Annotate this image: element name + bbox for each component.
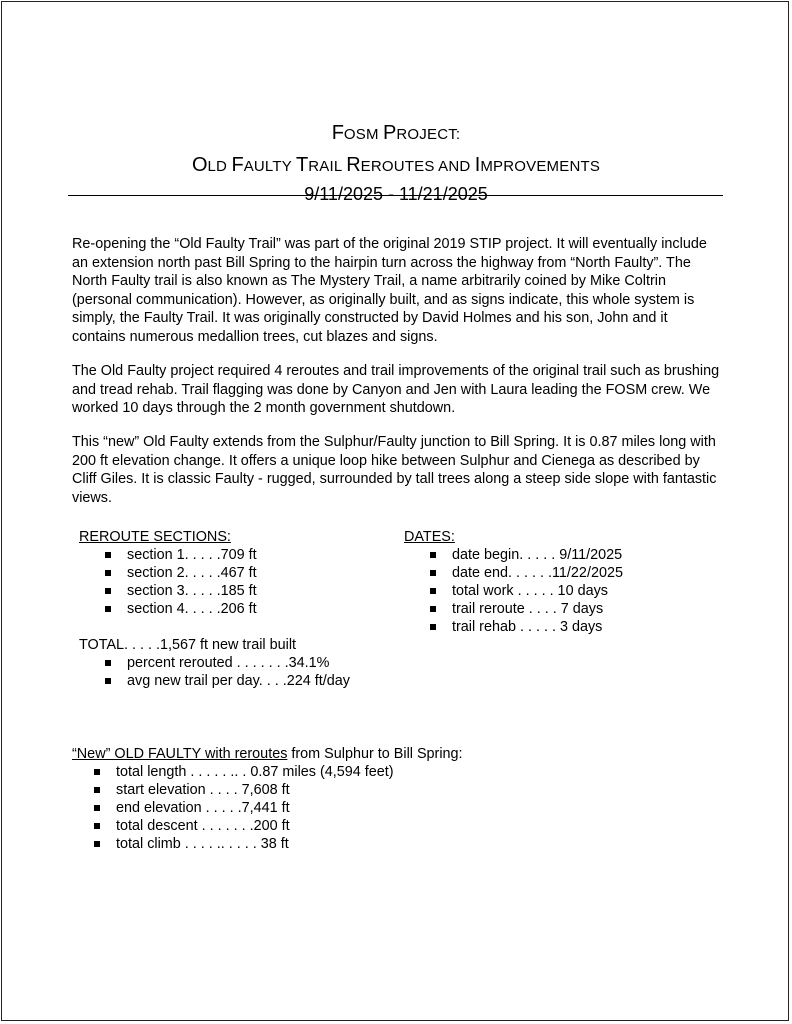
new-faulty-item-text: start elevation . . . . 7,608 ft [116,782,290,798]
new-faulty-item-text: total climb . . . . .. . . . . 38 ft [116,836,289,852]
project-paragraph: The Old Faulty project required 4 reroutes and trail improvements of the original trail such as brushing and tread rehab. Trail flagging was done by Canyon and Jen with Laura leading the FOSM crew. We worked 10 days through the 2 month government shutdown. [72,363,720,416]
dates-item-text: total work . . . . . 10 days [452,583,608,599]
list-item [101,546,257,564]
list-item [101,564,257,582]
list-item [426,600,623,618]
title-2-cap-5: I [474,154,481,176]
square-bullet-icon [430,588,436,594]
list-item [426,546,623,564]
square-bullet-icon [94,787,100,793]
list-item [101,672,350,690]
title-2-small-4: EROUTES AND [360,158,475,175]
square-bullet-icon [105,588,111,594]
title-2-small-5: MPROVEMENTS [480,158,601,175]
list-item [426,582,623,600]
dates-section [404,528,623,636]
description-paragraph: This “new” Old Faulty extends from the Sulphur/Faulty junction to Bill Spring. It is 0.87 miles long with 200 ft elevation change. It offers a unique loop hike between Sulphur and Cienega as described by Cliff Giles. It is classic Faulty - rugged, surrounded by tall trees along a steep side slope with fantastic views. [72,434,717,506]
title-1-cap-1: F [331,122,344,144]
list-item [90,817,463,835]
square-bullet-icon [94,769,100,775]
project-date-range: 9/11/2025 - 11/21/2025 [304,184,488,204]
dates-item-text: date begin. . . . . 9/11/2025 [452,547,623,563]
square-bullet-icon [430,552,436,558]
square-bullet-icon [430,606,436,612]
new-faulty-item-text: total length . . . . . .. . 0.87 miles (4,594 feet) [116,764,394,780]
new-faulty-heading-underlined: “New” OLD FAULTY with reroutes [72,746,288,762]
title-2-cap-1: O [191,154,208,176]
title-2-small-2: AULTY [243,158,297,175]
title-block [0,120,792,206]
title-line-2 [0,152,792,180]
title-2-cap-4: R [346,154,361,176]
square-bullet-icon [105,552,111,558]
new-faulty-list [90,763,463,853]
list-item [426,564,623,582]
square-bullet-icon [94,841,100,847]
square-bullet-icon [94,805,100,811]
title-2-cap-2: F [231,154,244,176]
list-item [101,654,350,672]
reroute-item-text: section 3. . . . .185 ft [127,583,257,599]
new-faulty-heading [72,745,463,763]
square-bullet-icon [105,606,111,612]
reroute-item-text: section 1. . . . .709 ft [127,547,257,563]
dates-item-text: trail rehab . . . . . 3 days [452,619,603,635]
title-2-small-1: LD [207,158,232,175]
square-bullet-icon [105,570,111,576]
intro-paragraph: Re-opening the “Old Faulty Trail” was part of the original 2019 STIP project. It will eventually include an extension north past Bill Spring to the hairpin turn across the highway from “North Faulty”. The North Faulty trail is also known as The Mystery Trail, a name arbitrarily coined by Mike Coltrin (personal communication). However, as originally built, and as signs indicate, this whole system is simply, the Faulty Trail. It was originally constructed by David Holmes and his son, John and it contains numerous medallion trees, cut blazes and signs. [72,236,707,345]
title-1-small-1: OSM [343,126,384,143]
square-bullet-icon [430,570,436,576]
title-line-1 [0,120,792,148]
title-divider [68,195,723,196]
list-item [90,835,463,853]
list-item [90,781,463,799]
title-1-cap-2: P [383,122,397,144]
title-2-cap-3: T [296,154,309,176]
new-faulty-item-text: end elevation . . . . .7,441 ft [116,800,290,816]
total-item-text: percent rerouted . . . . . . .34.1% [127,655,330,671]
title-2-small-3: RAIL [308,158,347,175]
total-heading: TOTAL. . . . .1,567 ft new trail built [79,637,297,653]
square-bullet-icon [94,823,100,829]
reroute-heading: REROUTE SECTIONS: [79,529,231,545]
list-item [101,600,257,618]
list-item [101,582,257,600]
list-item [426,618,623,636]
square-bullet-icon [105,660,111,666]
title-1-small-2: ROJECT: [396,126,461,143]
dates-item-text: date end. . . . . .11/22/2025 [452,565,623,581]
new-old-faulty-section [72,745,463,853]
dates-list [426,546,623,636]
new-faulty-heading-rest: from Sulphur to Bill Spring: [287,746,463,762]
reroute-item-text: section 4. . . . .206 ft [127,601,257,617]
list-item [90,799,463,817]
new-faulty-item-text: total descent . . . . . . .200 ft [116,818,290,834]
square-bullet-icon [105,678,111,684]
dates-item-text: trail reroute . . . . 7 days [452,601,604,617]
square-bullet-icon [430,624,436,630]
reroute-item-text: section 2. . . . .467 ft [127,565,257,581]
total-item-text: avg new trail per day. . . .224 ft/day [127,673,350,689]
total-list [101,654,350,690]
list-item [90,763,463,781]
reroute-sections [79,528,257,618]
reroute-list [101,546,257,618]
dates-heading: DATES: [404,529,455,545]
total-summary [79,636,350,690]
